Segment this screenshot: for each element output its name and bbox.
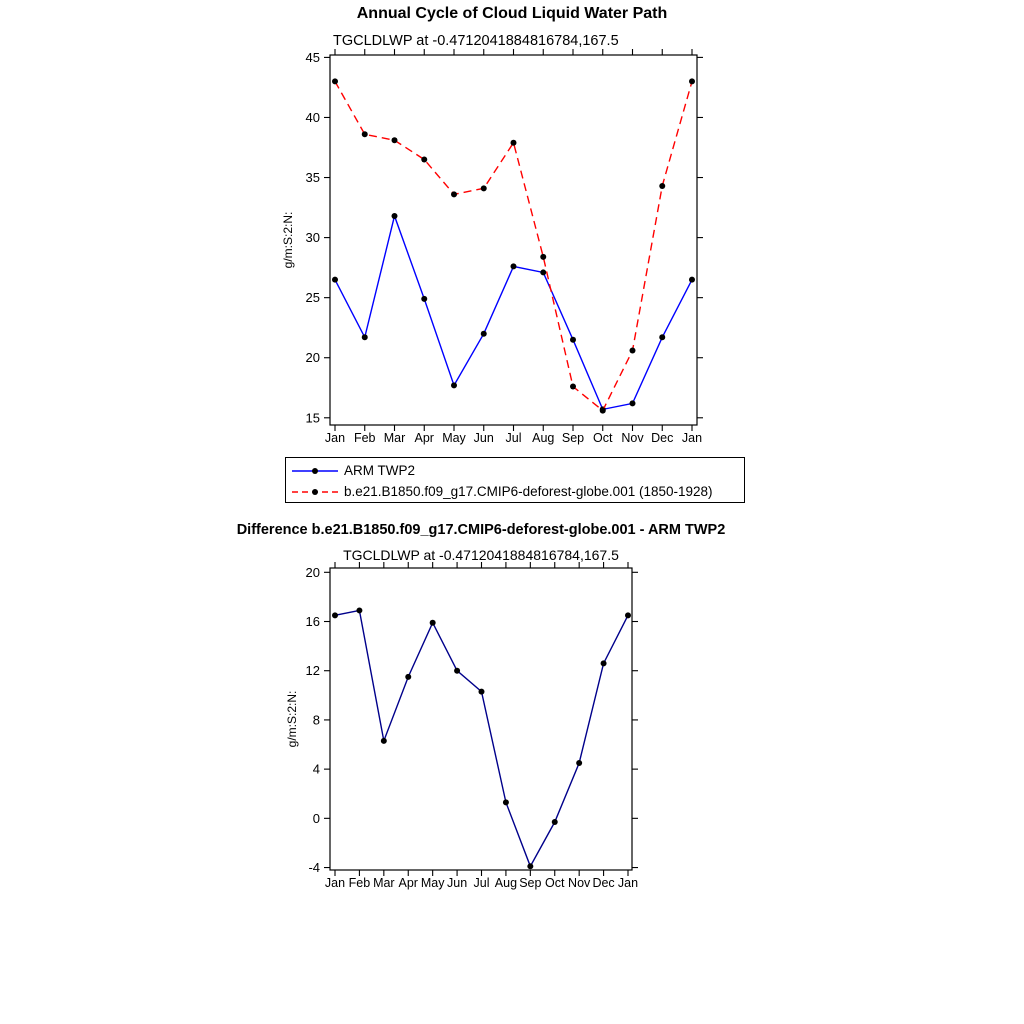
data-point-marker bbox=[600, 408, 606, 414]
y-tick-label: 20 bbox=[305, 564, 320, 580]
x-tick-label: Nov bbox=[621, 431, 644, 445]
x-tick-label: Feb bbox=[348, 876, 371, 890]
x-tick-label: Dec bbox=[651, 431, 674, 445]
x-tick-label: Jun bbox=[447, 876, 468, 890]
y-tick-label: 15 bbox=[305, 410, 320, 426]
legend-item bbox=[291, 460, 744, 481]
data-point-marker bbox=[576, 760, 582, 766]
x-tick-label: Feb bbox=[353, 431, 376, 445]
y-tick-label: 0 bbox=[312, 810, 320, 826]
x-tick-label: Oct bbox=[545, 876, 565, 890]
data-point-marker bbox=[481, 331, 487, 337]
data-point-marker bbox=[392, 137, 398, 143]
data-point-marker bbox=[332, 612, 338, 618]
data-point-marker bbox=[511, 140, 517, 146]
series-line bbox=[335, 610, 628, 866]
legend-line-sample-model bbox=[291, 486, 339, 498]
data-point-marker bbox=[356, 607, 362, 613]
data-point-marker bbox=[451, 191, 457, 197]
legend-line-sample-arm bbox=[291, 465, 339, 477]
y-tick-label: 12 bbox=[305, 663, 320, 679]
y-tick-label: 4 bbox=[312, 761, 320, 777]
y-axis-label: g/m:S:2:N: bbox=[281, 211, 295, 269]
x-tick-label: Mar bbox=[383, 431, 406, 445]
y-tick-label: 45 bbox=[305, 49, 320, 65]
y-tick-label: 40 bbox=[305, 109, 320, 125]
x-tick-label: Jan bbox=[324, 431, 346, 445]
legend bbox=[285, 457, 745, 503]
series-line bbox=[335, 216, 692, 409]
x-tick-label: Sep bbox=[561, 431, 585, 445]
data-point-marker bbox=[659, 183, 665, 189]
data-point-marker bbox=[552, 819, 558, 825]
plot-frame bbox=[330, 568, 632, 870]
y-tick-label: 8 bbox=[312, 712, 320, 728]
data-point-marker bbox=[362, 131, 368, 137]
series-line bbox=[335, 81, 692, 410]
data-point-marker bbox=[381, 738, 387, 744]
x-tick-label: Jul bbox=[505, 431, 522, 445]
data-point-marker bbox=[451, 382, 457, 388]
y-tick-label: -4 bbox=[308, 860, 320, 876]
x-tick-label: Nov bbox=[568, 876, 591, 890]
data-point-marker bbox=[421, 157, 427, 163]
data-point-marker bbox=[659, 334, 665, 340]
data-point-marker bbox=[430, 620, 436, 626]
data-point-marker bbox=[481, 185, 487, 191]
x-tick-label: Dec bbox=[592, 876, 615, 890]
data-point-marker bbox=[421, 296, 427, 302]
top-chart-title: Annual Cycle of Cloud Liquid Water Path bbox=[356, 5, 668, 22]
data-point-marker bbox=[601, 660, 607, 666]
data-point-marker bbox=[540, 269, 546, 275]
bottom-chart-title: Difference b.e21.B1850.f09_g17.CMIP6-deforest-globe.001 - ARM TWP2 bbox=[236, 522, 726, 538]
bottom-chart-subtitle: TGCLDLWP at -0.4712041884816784,167.5 bbox=[343, 547, 619, 563]
y-tick-label: 16 bbox=[305, 614, 320, 630]
x-tick-label: May bbox=[442, 431, 466, 445]
data-point-marker bbox=[630, 348, 636, 354]
legend-item bbox=[291, 481, 744, 502]
data-point-marker bbox=[332, 277, 338, 283]
data-point-marker bbox=[570, 384, 576, 390]
legend-label-model: b.e21.B1850.f09_g17.CMIP6-deforest-globe.001 (1850-1928) bbox=[344, 484, 713, 499]
data-point-marker bbox=[454, 668, 460, 674]
x-tick-label: Jan bbox=[324, 876, 346, 890]
plot-frame bbox=[330, 55, 697, 425]
legend-sample-marker bbox=[312, 468, 318, 474]
x-tick-label: Apr bbox=[398, 876, 418, 890]
x-tick-label: Jul bbox=[473, 876, 490, 890]
data-point-marker bbox=[689, 277, 695, 283]
data-point-marker bbox=[625, 612, 631, 618]
data-point-marker bbox=[392, 213, 398, 219]
data-point-marker bbox=[405, 674, 411, 680]
x-tick-label: Mar bbox=[373, 876, 395, 890]
x-tick-label: Aug bbox=[532, 431, 555, 445]
y-axis-label: g/m:S:2:N: bbox=[285, 690, 299, 748]
data-point-marker bbox=[570, 337, 576, 343]
data-point-marker bbox=[689, 78, 695, 84]
x-tick-label: Jan bbox=[681, 431, 703, 445]
y-tick-label: 30 bbox=[305, 230, 320, 246]
legend-label-arm: ARM TWP2 bbox=[344, 463, 416, 478]
data-point-marker bbox=[511, 263, 517, 269]
y-tick-label: 25 bbox=[305, 290, 320, 306]
top-chart-subtitle: TGCLDLWP at -0.4712041884816784,167.5 bbox=[333, 33, 619, 49]
data-point-marker bbox=[527, 863, 533, 869]
x-tick-label: Apr bbox=[414, 431, 434, 445]
legend-sample-marker bbox=[312, 489, 318, 495]
data-point-marker bbox=[540, 254, 546, 260]
x-tick-label: Jun bbox=[473, 431, 494, 445]
x-tick-label: Sep bbox=[519, 876, 542, 890]
data-point-marker bbox=[630, 400, 636, 406]
y-tick-label: 20 bbox=[305, 350, 320, 366]
x-tick-label: Oct bbox=[593, 431, 613, 445]
y-tick-label: 35 bbox=[305, 170, 320, 186]
data-point-marker bbox=[362, 334, 368, 340]
data-point-marker bbox=[479, 689, 485, 695]
x-tick-label: Aug bbox=[494, 876, 518, 890]
data-point-marker bbox=[332, 78, 338, 84]
data-point-marker bbox=[503, 799, 509, 805]
x-tick-label: Jan bbox=[617, 876, 639, 890]
x-tick-label: May bbox=[420, 876, 445, 890]
